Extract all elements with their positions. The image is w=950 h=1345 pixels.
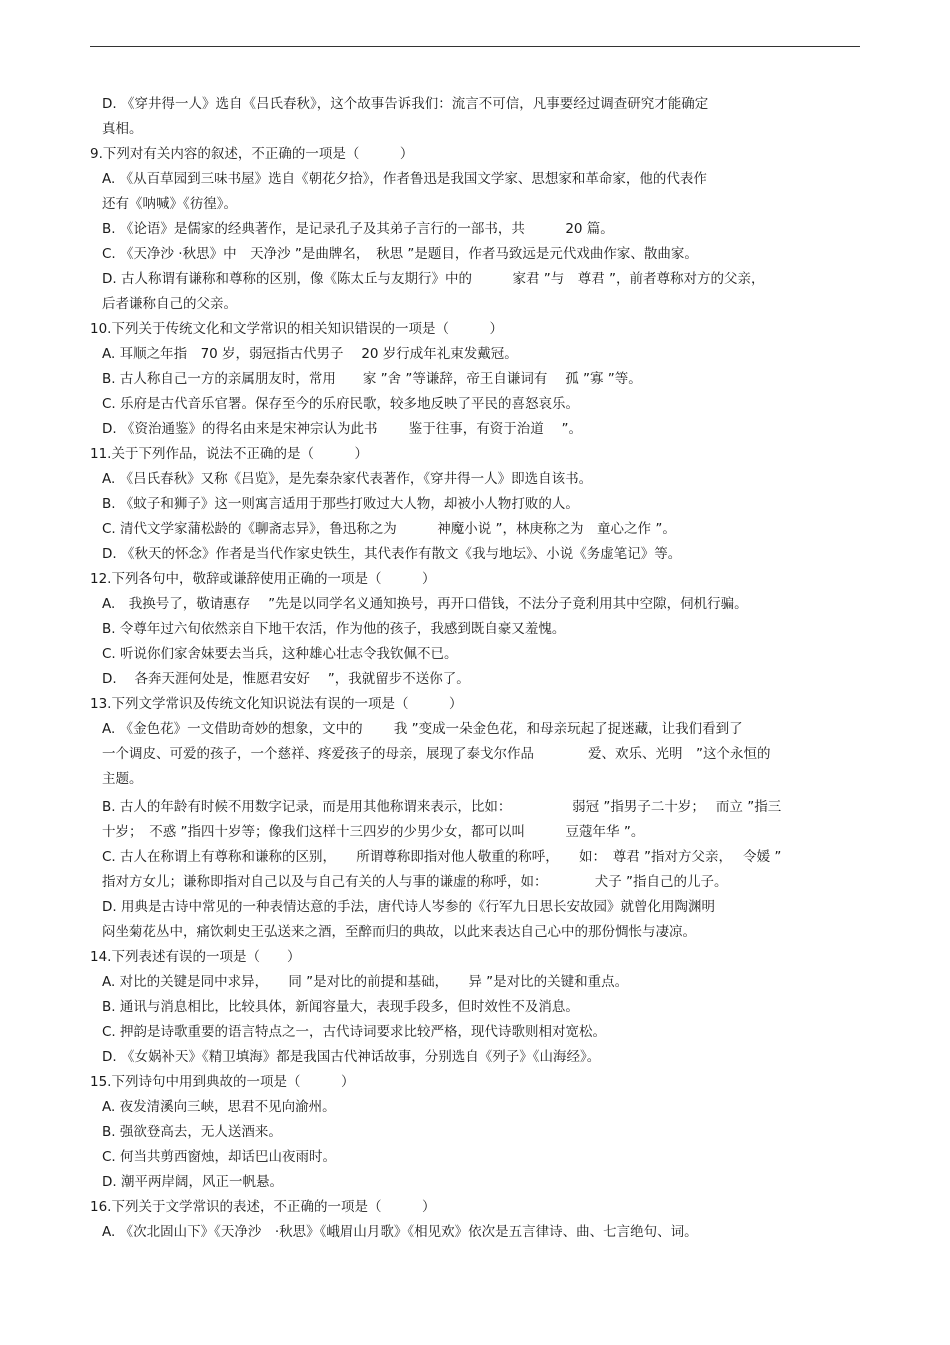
option-text: D. 用典是古诗中常见的一种表情达意的手法，唐代诗人岑参的《行军九日思长安故园》就曾化用陶渊明 — [102, 899, 715, 915]
question-11-option-b: B. 《蚊子和狮子》这一则寓言适用于那些打败过大人物，却被小人物打败的人。 — [102, 496, 579, 512]
option-text: D. 古人称谓有谦称和尊称的区别，像《陈太丘与友期行》中的 家君 ”与 尊君 ”，前者尊称对方的父亲， — [102, 271, 765, 287]
question-12-option-b: B. 令尊年过六旬依然亲自下地干农活，作为他的孩子，我感到既自豪又羞愧。 — [102, 621, 566, 637]
question-12-option-a: A. 我换号了，敬请惠存 ”先是以同学名义通知换号，再开口借钱，不法分子竟利用其中空隙，伺机行骗。 — [102, 596, 748, 612]
question-10-option-d: D. 《资治通鉴》的得名由来是宋神宗认为此书 鉴于往事，有资于治道 ”。 — [102, 421, 583, 437]
question-11-option-d: D. 《秋天的怀念》作者是当代作家史铁生，其代表作有散文《我与地坛》、小说《务虚笔记》等。 — [102, 546, 682, 562]
option-text: D. 《穿井得一人》选自《吕氏春秋》，这个故事告诉我们：流言不可信，凡事要经过调查研究才能确定 — [102, 96, 709, 112]
question-12-option-d: D. 各奔天涯何处是，惟愿君安好 ”，我就留步不送你了。 — [102, 671, 470, 687]
question-13-option-c — [102, 845, 870, 895]
question-10-option-b: B. 古人称自己一方的亲属朋友时，常用 家 ”舍 ”等谦辞，帝王自谦词有 孤 ”寡 ”等。 — [102, 371, 642, 387]
option-text: 指对方女儿；谦称即指对自己以及与自己有关的人与事的谦虚的称呼，如： 犬子 ”指自己的儿子。 — [102, 874, 728, 890]
question-14-option-c: C. 押韵是诗歌重要的语言特点之一，古代诗词要求比较严格，现代诗歌则相对宽松。 — [102, 1024, 607, 1040]
question-9-option-d — [102, 267, 870, 317]
question-11-option-a: A. 《吕氏春秋》又称《吕览》，是先秦杂家代表著作，《穿井得一人》即选自该书。 — [102, 471, 593, 487]
option-text: 还有《呐喊》《彷徨》。 — [102, 196, 237, 212]
option-text: B. 古人的年龄有时候不用数字记录，而是用其他称谓来表示，比如： 弱冠 ”指男子二十岁； 而立 ”指三 — [102, 799, 782, 815]
question-16-stem: 16.下列关于文学常识的表述，不正确的一项是（ ） — [90, 1199, 436, 1215]
question-15-option-d: D. 潮平两岸阔，风正一帆悬。 — [102, 1174, 283, 1190]
question-9-stem: 9.下列对有关内容的叙述，不正确的一项是（ ） — [90, 146, 414, 162]
question-11-option-c: C. 清代文学家蒲松龄的《聊斋志异》，鲁迅称之为 神魔小说 ”，林庚称之为 童心之作 ”。 — [102, 521, 676, 537]
question-12-stem: 12.下列各句中，敬辞或谦辞使用正确的一项是（ ） — [90, 571, 436, 587]
question-9-option-b: B. 《论语》是儒家的经典著作，是记录孔子及其弟子言行的一部书，共 20 篇。 — [102, 221, 614, 237]
question-15-option-a: A. 夜发清溪向三峡，思君不见向渝州。 — [102, 1099, 336, 1115]
option-text: A. 《从百草园到三味书屋》选自《朝花夕拾》，作者鲁迅是我国文学家、思想家和革命家，他的代表作 — [102, 171, 707, 187]
question-10-option-c: C. 乐府是古代音乐官署。保存至今的乐府民歌，较多地反映了平民的喜怒哀乐。 — [102, 396, 580, 412]
question-15-option-c: C. 何当共剪西窗烛，却话巴山夜雨时。 — [102, 1149, 337, 1165]
option-text: 真相。 — [102, 121, 143, 137]
option-text: 闷坐菊花丛中，痛饮刺史王弘送来之酒，至醉而归的典故，以此来表达自己心中的那份惆怅与凄凉。 — [102, 924, 696, 940]
header-rule — [90, 46, 860, 47]
question-9-option-a — [102, 167, 870, 217]
question-12-option-c: C. 听说你们家舍妹要去当兵，这种雄心壮志令我钦佩不已。 — [102, 646, 458, 662]
exam-page-content — [90, 92, 870, 1245]
question-13-option-a — [102, 717, 870, 792]
option-text: 一个调皮、可爱的孩子，一个慈祥、疼爱孩子的母亲，展现了泰戈尔作品 爱、欢乐、光明 ”这个永恒的 — [102, 746, 771, 762]
question-13-stem: 13.下列文学常识及传统文化知识说法有误的一项是（ ） — [90, 696, 463, 712]
option-text: A. 《金色花》一文借助奇妙的想象，文中的 我 ”变成一朵金色花，和母亲玩起了捉迷藏，让我们看到了 — [102, 721, 743, 737]
question-14-option-b: B. 通讯与消息相比，比较具体，新闻容量大，表现手段多，但时效性不及消息。 — [102, 999, 579, 1015]
option-text: C. 古人在称谓上有尊称和谦称的区别， 所谓尊称即指对他人敬重的称呼， 如： 尊君 ”指对方父亲， 令媛 ” — [102, 849, 782, 865]
question-14-stem: 14.下列表述有误的一项是（ ） — [90, 949, 301, 965]
option-text: 十岁； 不惑 ”指四十岁等；像我们这样十三四岁的少男少女，都可以叫 豆蔻年华 ”。 — [102, 824, 645, 840]
question-13-option-d — [102, 895, 870, 945]
question-13-option-b — [102, 795, 870, 845]
question-16-option-a: A. 《次北固山下》《天净沙 ·秋思》《峨眉山月歌》《相见欢》依次是五言律诗、曲、七言绝句、词。 — [102, 1224, 698, 1240]
question-11-stem: 11.关于下列作品，说法不正确的是（ ） — [90, 446, 368, 462]
question-14-option-a: A. 对比的关键是同中求异， 同 ”是对比的前提和基础， 异 ”是对比的关键和重点。 — [102, 974, 629, 990]
question-14-option-d: D. 《女娲补天》《精卫填海》都是我国古代神话故事，分别选自《列子》《山海经》。 — [102, 1049, 601, 1065]
option-text: 后者谦称自己的父亲。 — [102, 296, 237, 312]
option-text: 主题。 — [102, 771, 143, 787]
question-10-option-a: A. 耳顺之年指 70 岁，弱冠指古代男子 20 岁行成年礼束发戴冠。 — [102, 346, 518, 362]
question-9-option-c: C. 《天净沙 ·秋思》中 天净沙 ”是曲牌名， 秋思 ”是题目，作者马致远是元代戏曲作家、散曲家。 — [102, 246, 698, 262]
question-8-option-d — [102, 92, 870, 142]
question-10-stem: 10.下列关于传统文化和文学常识的相关知识错误的一项是（ ） — [90, 321, 503, 337]
question-15-option-b: B. 强欲登高去，无人送酒来。 — [102, 1124, 282, 1140]
question-15-stem: 15.下列诗句中用到典故的一项是（ ） — [90, 1074, 355, 1090]
